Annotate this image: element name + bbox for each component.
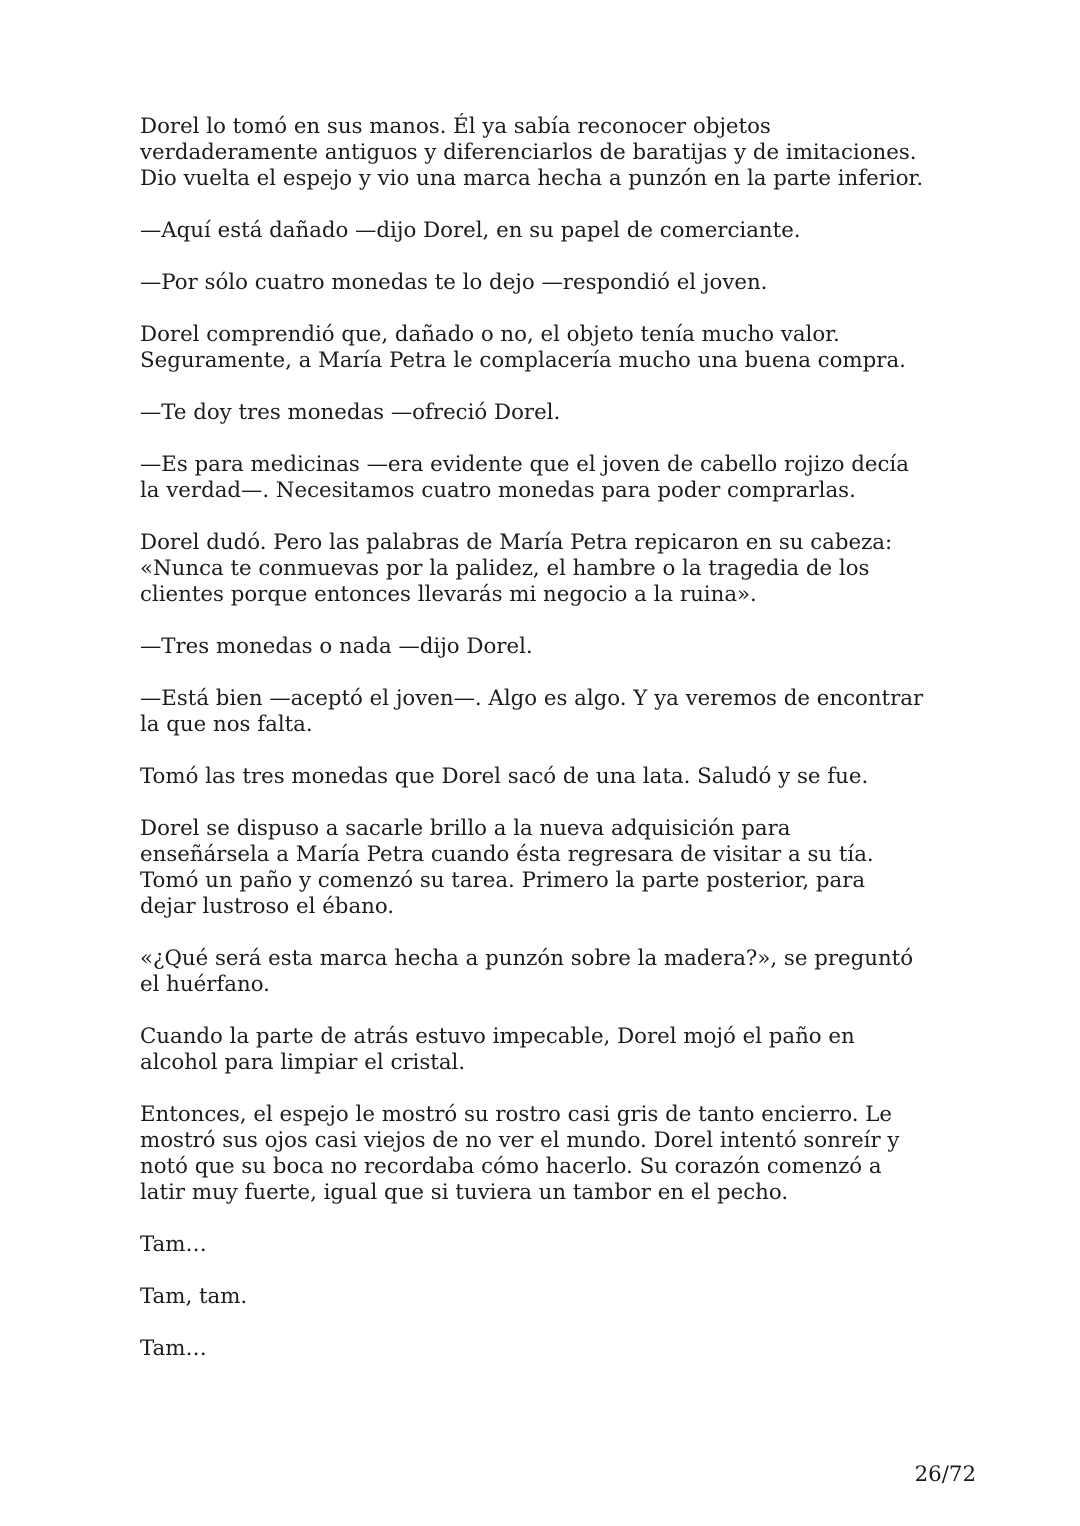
paragraph-12: «¿Qué será esta marca hecha a punzón sobre la madera?», se preguntó el huérfano. xyxy=(140,946,914,997)
paragraph-5: —Te doy tres monedas —ofreció Dorel. xyxy=(140,400,561,425)
page-body xyxy=(140,114,950,1388)
paragraph-2: —Aquí está dañado —dijo Dorel, en su papel de comerciante. xyxy=(140,218,801,243)
paragraph-3: —Por sólo cuatro monedas te lo dejo —respondió el joven. xyxy=(140,270,768,295)
paragraph-8: —Tres monedas o nada —dijo Dorel. xyxy=(140,634,533,659)
paragraph-4: Dorel comprendió que, dañado o no, el objeto tenía mucho valor. Seguramente, a María Petra le complacería mucho una buena compra. xyxy=(140,322,906,373)
paragraph-11: Dorel se dispuso a sacarle brillo a la nueva adquisición para enseñársela a María Petra cuando ésta regresara de visitar a su tía. Tomó un paño y comenzó su tarea. Primero la parte posterior, para dejar lustroso el ébano. xyxy=(140,816,874,919)
paragraph-10: Tomó las tres monedas que Dorel sacó de una lata. Saludó y se fue. xyxy=(140,764,869,789)
paragraph-9: —Está bien —aceptó el joven—. Algo es algo. Y ya veremos de encontrar la que nos falta. xyxy=(140,686,924,737)
paragraph-1: Dorel lo tomó en sus manos. Él ya sabía reconocer objetos verdaderamente antiguos y diferenciarlos de baratijas y de imitaciones. Dio vuelta el espejo y vio una marca hecha a punzón en la parte inferior. xyxy=(140,114,924,191)
paragraph-13: Cuando la parte de atrás estuvo impecable, Dorel mojó el paño en alcohol para limpiar el cristal. xyxy=(140,1024,855,1075)
paragraph-6: —Es para medicinas —era evidente que el joven de cabello rojizo decía la verdad—. Necesitamos cuatro monedas para poder comprarlas. xyxy=(140,452,909,503)
page-number: 26/72 xyxy=(914,1462,976,1487)
paragraph-16: Tam, tam. xyxy=(140,1284,248,1309)
paragraph-17: Tam… xyxy=(140,1336,207,1361)
paragraph-14: Entonces, el espejo le mostró su rostro casi gris de tanto encierro. Le mostró sus ojos casi viejos de no ver el mundo. Dorel intentó sonreír y notó que su boca no recordaba cómo hacerlo. Su corazón comenzó a latir muy fuerte, igual que si tuviera un tambor en el pecho. xyxy=(140,1102,900,1205)
paragraph-7: Dorel dudó. Pero las palabras de María Petra repicaron en su cabeza: «Nunca te conmuevas por la palidez, el hambre o la tragedia de los clientes porque entonces llevarás mi negocio a la ruina». xyxy=(140,530,893,607)
paragraph-15: Tam… xyxy=(140,1232,207,1257)
